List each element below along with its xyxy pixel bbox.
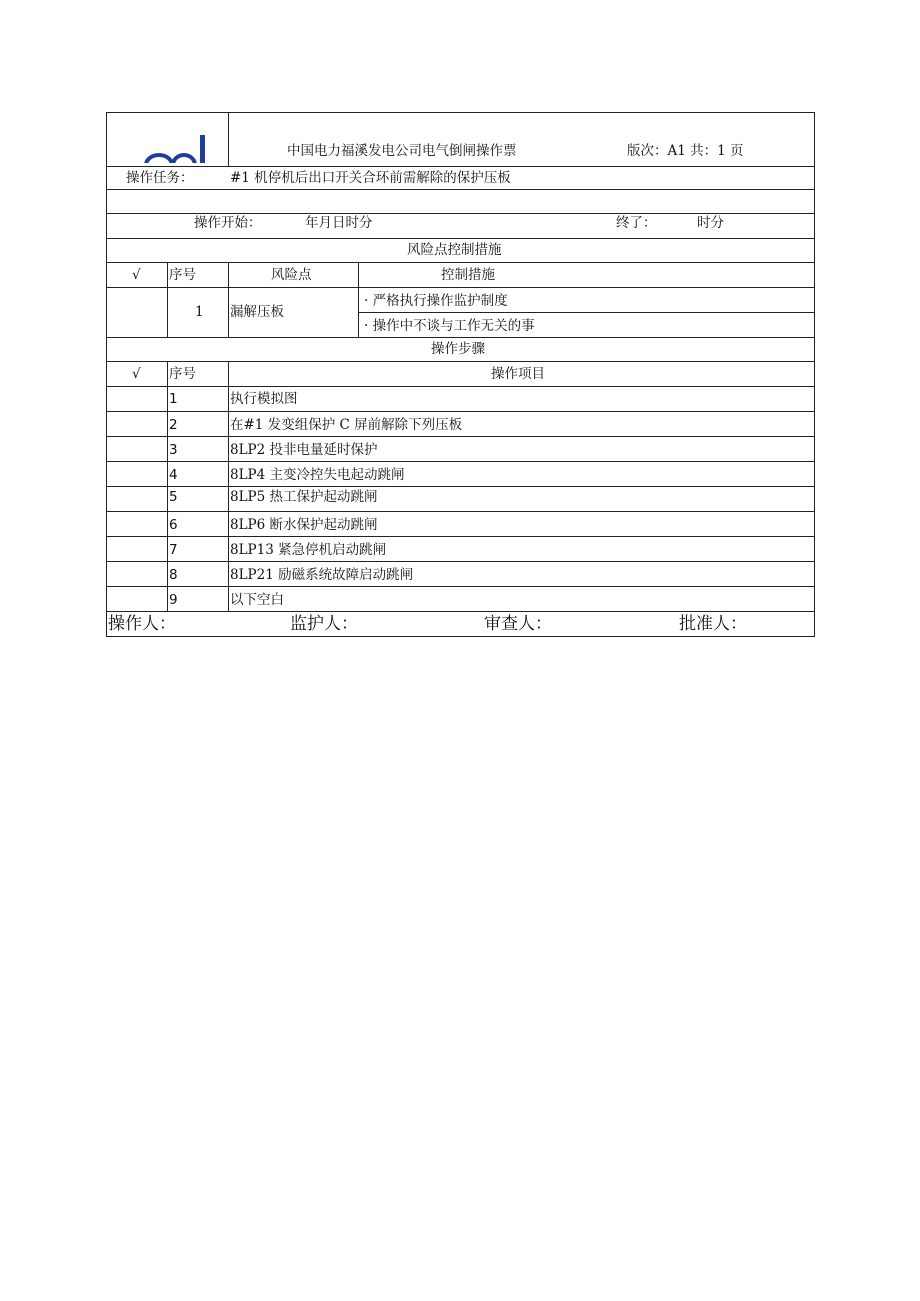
- rule: [107, 586, 814, 587]
- rule: [358, 262, 359, 337]
- task-label: 操作任务：: [126, 170, 194, 186]
- risk-header-measures: 控制措施: [441, 267, 495, 283]
- step-seq: 2: [169, 417, 178, 433]
- risk-row-seq: 1: [195, 304, 204, 320]
- rule: [107, 411, 814, 412]
- step-seq: 1: [169, 391, 178, 407]
- step-seq: 9: [169, 592, 178, 608]
- risk-measure: · 操作中不谈与工作无关的事: [364, 318, 535, 334]
- start-time-label: 操作开始：: [194, 215, 262, 231]
- steps-section-title: 操作步骤: [431, 341, 485, 357]
- step-seq: 8: [169, 567, 178, 583]
- risk-measure: · 严格执行操作监护制度: [364, 293, 508, 309]
- rule: [107, 561, 814, 562]
- task-value: #1 机停机后出口开关合环前需解除的保护压板: [230, 170, 511, 186]
- step-seq: 7: [169, 542, 178, 558]
- rule: [107, 166, 814, 167]
- step-item: 8LP21 励磁系统故障启动跳闸: [230, 567, 414, 583]
- risk-header-seq: 序号: [169, 267, 196, 283]
- operator-signature: 操作人：: [108, 614, 176, 634]
- step-item: 在#1 发变组保护 C 屏前解除下列压板: [230, 417, 463, 433]
- version-info: 版次：A1 共：1 页: [627, 143, 744, 159]
- start-time-value: 年月日时分: [305, 215, 373, 231]
- company-logo: [123, 131, 219, 163]
- rule: [107, 287, 814, 288]
- rule: [107, 213, 814, 214]
- ticket-title: 中国电力福溪发电公司电气倒闸操作票: [287, 143, 517, 159]
- step-seq: 6: [169, 517, 178, 533]
- rule: [167, 361, 168, 611]
- rule: [107, 486, 814, 487]
- rule: [107, 536, 814, 537]
- end-time-label: 终了：: [616, 215, 657, 231]
- step-seq: 4: [169, 467, 178, 483]
- supervisor-signature: 监护人：: [290, 614, 358, 634]
- rule: [107, 189, 814, 190]
- steps-header-item: 操作项目: [491, 366, 545, 382]
- step-item: 8LP2 投非电量延时保护: [230, 442, 378, 458]
- rule: [107, 386, 814, 387]
- rule: [228, 113, 229, 166]
- rule: [107, 611, 814, 612]
- risk-header-check: √: [132, 267, 141, 283]
- approver-signature: 批准人：: [679, 614, 747, 634]
- step-seq: 3: [169, 442, 178, 458]
- end-time-value: 时分: [697, 215, 724, 231]
- rule: [107, 361, 814, 362]
- step-item: 8LP13 紧急停机启动跳闸: [230, 542, 387, 558]
- step-item: 8LP6 断水保护起动跳闸: [230, 517, 378, 533]
- step-item: 执行模拟图: [230, 391, 298, 407]
- risk-row-point: 漏解压板: [230, 304, 284, 320]
- rule: [107, 262, 814, 263]
- risk-header-point: 风险点: [271, 267, 312, 283]
- rule: [107, 511, 814, 512]
- risk-section-title: 风险点控制措施: [407, 242, 502, 258]
- steps-header-seq: 序号: [169, 366, 196, 382]
- rule: [107, 238, 814, 239]
- steps-header-check: √: [132, 366, 141, 382]
- reviewer-signature: 审查人：: [484, 614, 552, 634]
- operation-ticket: [106, 112, 815, 637]
- rule: [228, 262, 229, 337]
- step-seq: 5: [169, 489, 178, 505]
- rule: [228, 361, 229, 611]
- rule: [107, 461, 814, 462]
- step-item: 以下空白: [230, 592, 284, 608]
- step-item: 8LP4 主变冷控失电起动跳闸: [230, 467, 405, 483]
- rule: [107, 436, 814, 437]
- rule: [107, 337, 814, 338]
- step-item: 8LP5 热工保护起动跳闸: [230, 489, 378, 505]
- rule: [167, 262, 168, 337]
- rule: [358, 312, 814, 313]
